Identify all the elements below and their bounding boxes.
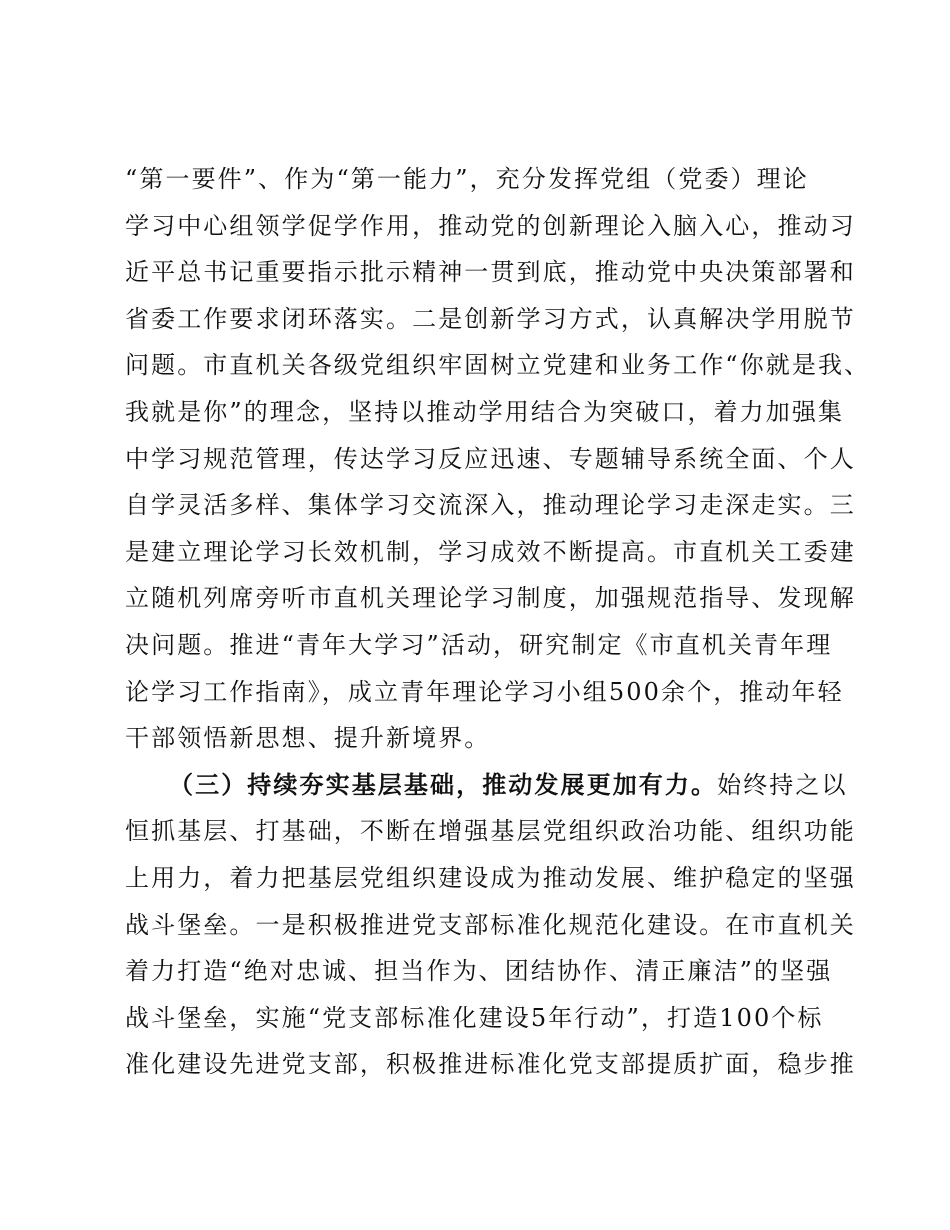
- text-line: 战斗堡垒，实施“党支部标准化建设5年行动”，打造100个标: [125, 1003, 824, 1032]
- section-3-heading: （三）持续夯实基层基础，推动发展更加有力。: [169, 769, 718, 799]
- text-line: 上用力，着力把基层党组织建设成为推动发展、维护稳定的坚强: [125, 863, 856, 892]
- text-line: 中学习规范管理，传达学习反应迅速、专题辅导系统全面、个人: [125, 444, 856, 473]
- text-line: 恒抓基层、打基础，不断在增强基层党组织政治功能、组织功能: [125, 817, 856, 846]
- section-3-first-line-text: 始终持之以: [717, 770, 848, 799]
- text-line: 近平总书记重要指示批示精神一贯到底，推动党中央决策部署和: [125, 258, 856, 287]
- text-line: “第一要件”、作为“第一能力”，充分发挥党组（党委）理论: [125, 165, 809, 193]
- text-line: 立随机列席旁听市直机关理论学习制度，加强规范指导、发现解: [125, 584, 856, 613]
- text-line: 问题。市直机关各级党组织牢固树立党建和业务工作“你就是我、: [125, 351, 871, 380]
- section-3-first-line: [125, 762, 848, 809]
- text-line: 准化建设先进党支部，积极推进标准化党支部提质扩面，稳步推: [125, 1050, 856, 1079]
- text-line: 论学习工作指南》，成立青年理论学习小组500余个，推动年轻: [125, 677, 844, 706]
- text-line: 着力打造“绝对忠诚、担当作为、团结协作、清正廉洁”的坚强: [125, 957, 833, 986]
- text-line: 省委工作要求闭环落实。二是创新学习方式，认真解决学用脱节: [125, 304, 856, 333]
- text-line: 学习中心组领学促学作用，推动党的创新理论入脑入心，推动习: [125, 211, 856, 240]
- text-line: 干部领悟新思想、提升新境界。: [125, 724, 491, 753]
- text-line: 自学灵活多样、集体学习交流深入，推动理论学习走深走实。三: [125, 491, 856, 520]
- body-text: [125, 156, 871, 1088]
- text-line: 我就是你”的理念，坚持以推动学用结合为突破口，着力加强集: [125, 397, 845, 426]
- text-line: 决问题。推进“青年大学习”活动，研究制定《市直机关青年理: [125, 630, 833, 659]
- text-line: 战斗堡垒。一是积极推进党支部标准化规范化建设。在市直机关: [125, 910, 856, 939]
- text-line: 是建立理论学习长效机制，学习成效不断提高。市直机关工委建: [125, 537, 856, 566]
